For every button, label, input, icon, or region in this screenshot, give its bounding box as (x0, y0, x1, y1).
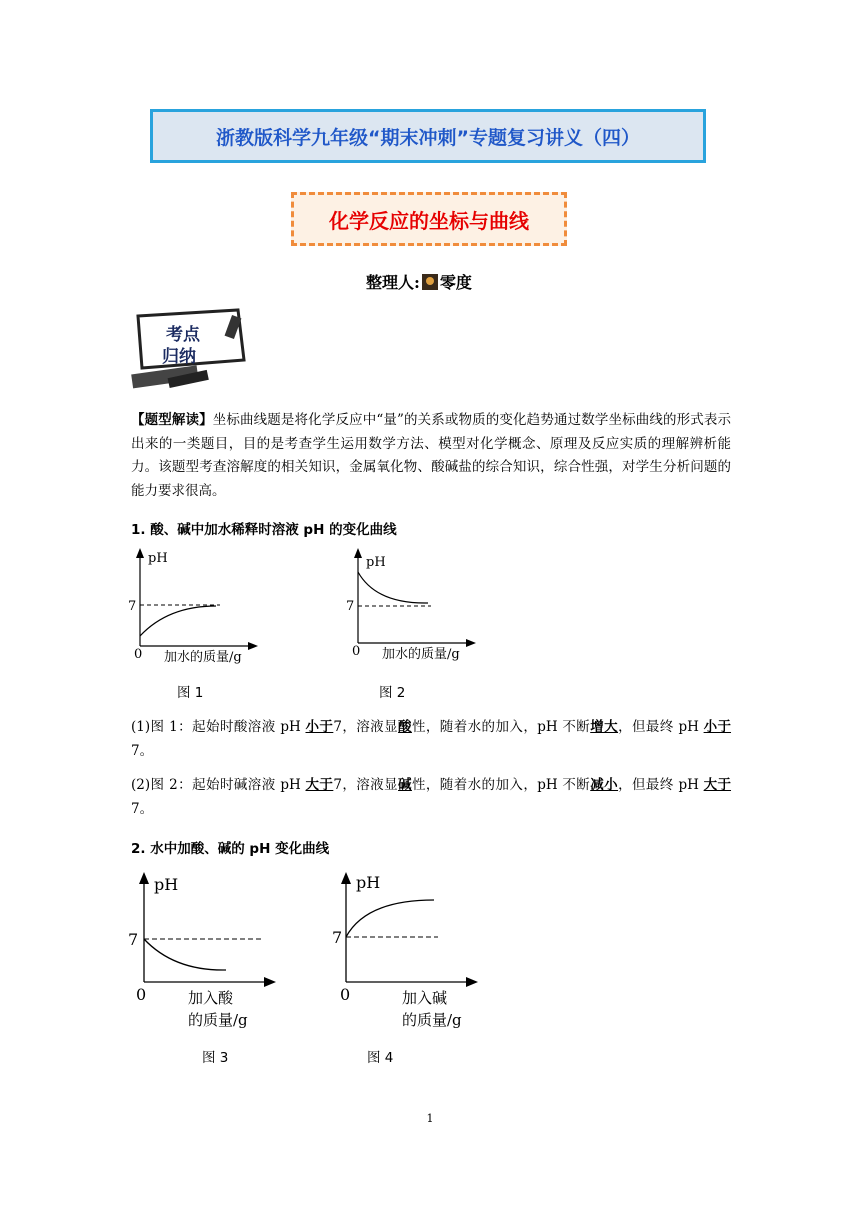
fig4-xlabel-2: 的质量/g (402, 1011, 462, 1029)
fig2-origin: 0 (352, 644, 361, 659)
figure-2-caption: 图 2 (379, 685, 406, 701)
p1-text-2: 7，溶液显 (333, 719, 399, 735)
p1-text-3: 性，随着水的加入，pH 不断 (411, 719, 591, 735)
kaodian-badge-icon (128, 308, 248, 390)
figure-1-caption: 图 1 (177, 685, 204, 701)
p1-text-4: ，但最终 pH (618, 719, 704, 735)
fig1-origin: 0 (134, 647, 143, 662)
fig2-xlabel: 加水的质量/g (382, 647, 460, 662)
p1-text-5: 7。 (131, 742, 154, 759)
fig3-xlabel-1: 加入酸 (188, 989, 234, 1007)
p2-text-1: (2)图 2：起始时碱溶液 pH (131, 777, 306, 793)
fig3-xlabel-2: 的质量/g (188, 1011, 248, 1029)
badge-line2: 归纳 (162, 347, 196, 367)
p2-text-3: 性，随着水的加入，pH 不断 (411, 777, 591, 793)
p1-answer-1: 小于 (305, 719, 334, 735)
figure-1-chart (128, 548, 278, 668)
p2-text-5: 7。 (131, 800, 154, 817)
section1-paragraph-1 (131, 716, 731, 763)
author-avatar-icon (422, 274, 438, 290)
fig3-ref: 7 (128, 930, 139, 949)
author-line (366, 270, 472, 293)
p2-answer-1: 大于 (305, 777, 334, 793)
p1-text-1: (1)图 1：起始时酸溶液 pH (131, 719, 306, 735)
figure-3-chart (126, 870, 296, 1030)
page-number: 1 (426, 1112, 434, 1125)
author-label: 整理人: (366, 273, 420, 292)
figure-4-caption: 图 4 (367, 1050, 394, 1066)
title-banner (150, 109, 706, 163)
figure-2-chart (346, 548, 496, 668)
p2-answer-2: 碱 (398, 777, 412, 793)
section1-paragraph-2 (131, 774, 731, 821)
p1-answer-4: 小于 (703, 719, 732, 735)
section1-heading: 1. 酸、碱中加水稀释时溶液 pH 的变化曲线 (131, 522, 397, 538)
intro-text: 坐标曲线题是将化学反应中“量”的关系或物质的变化趋势通过数学坐标曲线的形式表示出来的一类题目，目的是考查学生运用数学方法、模型对化学概念、原理及反应实质的理解辨析能力。该题型考查溶解度的相关知识，金属氧化物、酸碱盐的综合知识，综合性强，对学生分析问题的能力要求很高。 (131, 412, 731, 499)
section2-heading: 2. 水中加酸、碱的 pH 变化曲线 (131, 841, 330, 857)
p2-text-4: ，但最终 pH (618, 777, 704, 793)
fig3-ylabel: pH (154, 875, 179, 894)
fig4-ylabel: pH (356, 873, 381, 892)
fig4-xlabel-1: 加入碱 (402, 989, 448, 1007)
intro-paragraph (131, 409, 731, 503)
fig3-origin: 0 (136, 985, 147, 1004)
fig2-ref: 7 (346, 599, 355, 614)
p1-answer-3: 增大 (590, 719, 619, 735)
page-title: 浙教版科学九年级“期末冲刺”专题复习讲义（四） (216, 126, 640, 149)
subtitle-banner (291, 192, 567, 246)
intro-label: 【题型解读】 (131, 412, 213, 428)
fig1-xlabel: 加水的质量/g (164, 650, 242, 665)
figure-3-caption: 图 3 (202, 1050, 229, 1066)
figure-4-chart (330, 870, 500, 1030)
author-name: 零度 (439, 273, 472, 292)
fig1-ylabel: pH (148, 551, 168, 566)
p1-answer-2: 酸 (398, 719, 412, 735)
page-subtitle: 化学反应的坐标与曲线 (329, 208, 529, 233)
fig4-origin: 0 (340, 985, 351, 1004)
fig4-ref: 7 (332, 928, 343, 947)
fig2-ylabel: pH (366, 555, 386, 570)
p2-answer-4: 大于 (703, 777, 732, 793)
p2-text-2: 7，溶液显 (333, 777, 399, 793)
badge-line1: 考点 (166, 325, 200, 345)
fig1-ref: 7 (128, 599, 137, 614)
p2-answer-3: 减小 (590, 777, 619, 793)
